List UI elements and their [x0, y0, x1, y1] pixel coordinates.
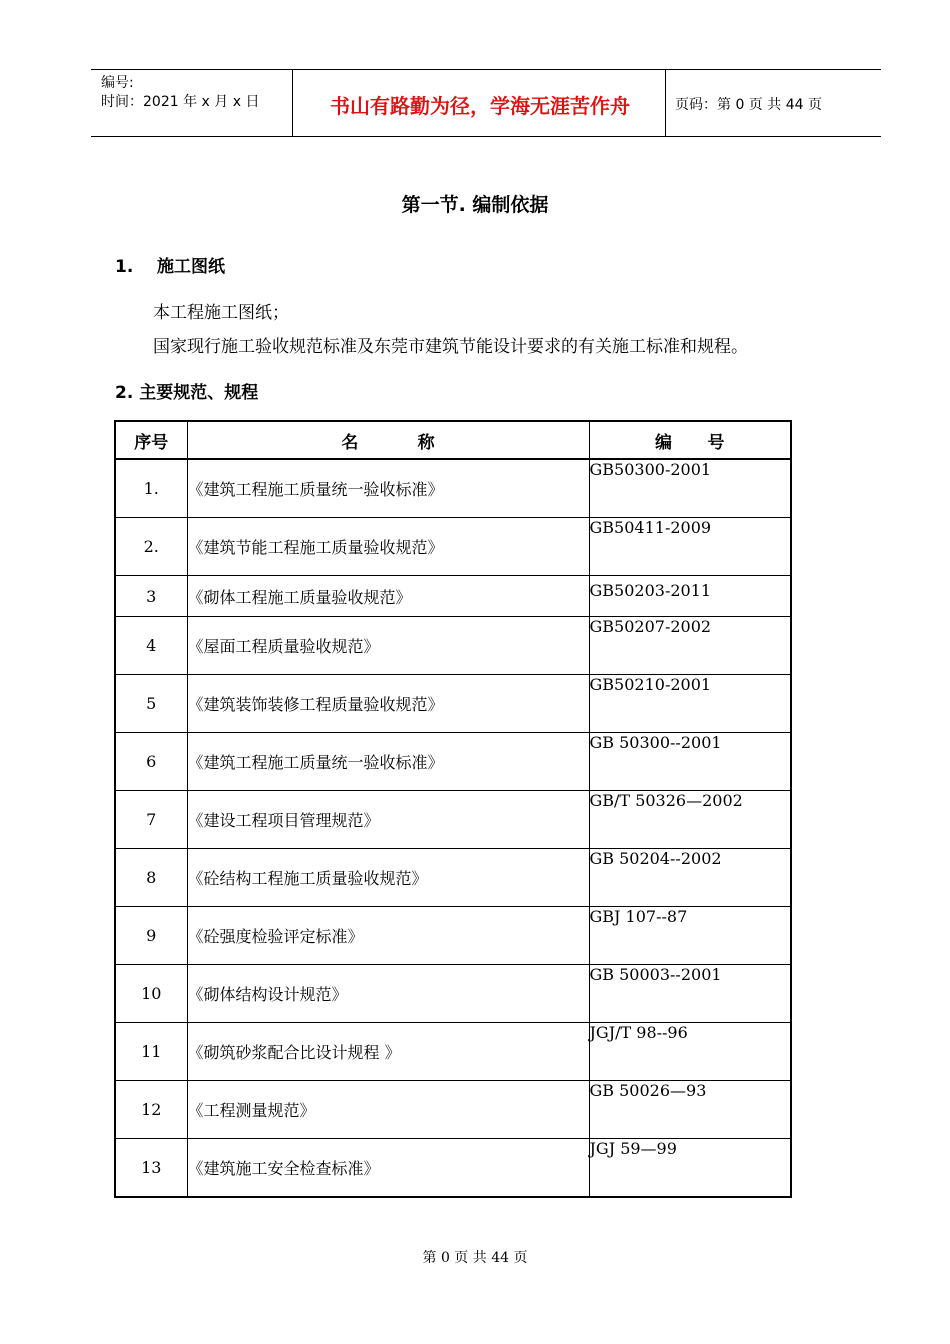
row-number: 9	[115, 907, 187, 965]
row-number: 8	[115, 849, 187, 907]
standard-name: 《砼强度检验评定标准》	[187, 907, 589, 965]
standard-code: GB50300-2001	[589, 459, 791, 518]
doc-number-label: 编号:	[101, 75, 134, 91]
standard-code: JGJ/T 98--96	[589, 1023, 791, 1081]
standard-code: GB50203-2011	[589, 576, 791, 617]
row-number: 3	[115, 576, 187, 617]
standard-code: GB50210-2001	[589, 675, 791, 733]
table-row	[115, 791, 791, 849]
column-header-no: 序号	[115, 421, 187, 459]
standard-code: GB 50026—93	[589, 1081, 791, 1139]
row-number: 13	[115, 1139, 187, 1198]
table-header-row	[115, 421, 791, 459]
row-number: 7	[115, 791, 187, 849]
table-row	[115, 965, 791, 1023]
standard-code: GB50207-2002	[589, 617, 791, 675]
column-header-name: 名 称	[187, 421, 589, 459]
table-row	[115, 907, 791, 965]
part2-heading: 2. 主要规范、规程	[115, 383, 259, 403]
standard-code: GB50411-2009	[589, 518, 791, 576]
row-number: 10	[115, 965, 187, 1023]
standard-name: 《建筑工程施工质量统一验收标准》	[187, 733, 589, 791]
standard-name: 《建筑工程施工质量统一验收标准》	[187, 459, 589, 518]
table-row	[115, 459, 791, 518]
doc-time: 时间：2021 年 x 月 x 日	[101, 94, 260, 110]
row-number: 11	[115, 1023, 187, 1081]
header-divider	[665, 70, 666, 136]
column-header-code: 编 号	[589, 421, 791, 459]
row-number: 5	[115, 675, 187, 733]
row-number: 2.	[115, 518, 187, 576]
table-row	[115, 518, 791, 576]
standard-code: GB 50300--2001	[589, 733, 791, 791]
header-meta	[101, 74, 259, 112]
table-row	[115, 1139, 791, 1198]
standard-code: JGJ 59—99	[589, 1139, 791, 1198]
row-number: 1.	[115, 459, 187, 518]
table-row	[115, 617, 791, 675]
standard-name: 《砌体工程施工质量验收规范》	[187, 576, 589, 617]
standard-code: GB 50003--2001	[589, 965, 791, 1023]
table-row	[115, 576, 791, 617]
row-number: 6	[115, 733, 187, 791]
table-row	[115, 849, 791, 907]
paragraph: 本工程施工图纸；	[153, 303, 289, 323]
table-row	[115, 675, 791, 733]
header-motto: 书山有路勤为径，学海无涯苦作舟	[330, 94, 630, 118]
header-divider	[292, 70, 293, 136]
table-row	[115, 733, 791, 791]
row-number: 12	[115, 1081, 187, 1139]
standard-code: GB 50204--2002	[589, 849, 791, 907]
page-footer: 第 0 页 共 44 页	[422, 1250, 528, 1266]
standard-name: 《砼结构工程施工质量验收规范》	[187, 849, 589, 907]
page-header	[91, 69, 881, 137]
standard-name: 《砌筑砂浆配合比设计规程 》	[187, 1023, 589, 1081]
standards-table	[114, 420, 792, 1198]
row-number: 4	[115, 617, 187, 675]
standard-name: 《建设工程项目管理规范》	[187, 791, 589, 849]
standard-name: 《建筑施工安全检查标准》	[187, 1139, 589, 1198]
standard-name: 《屋面工程质量验收规范》	[187, 617, 589, 675]
standard-code: GBJ 107--87	[589, 907, 791, 965]
standard-name: 《建筑装饰装修工程质量验收规范》	[187, 675, 589, 733]
paragraph: 国家现行施工验收规范标准及东莞市建筑节能设计要求的有关施工标准和规程。	[153, 337, 748, 357]
standard-name: 《砌体结构设计规范》	[187, 965, 589, 1023]
standard-name: 《建筑节能工程施工质量验收规范》	[187, 518, 589, 576]
header-page-info: 页码：第 0 页 共 44 页	[675, 97, 822, 113]
table-row	[115, 1081, 791, 1139]
section-title: 第一节. 编制依据	[401, 194, 549, 216]
part1-heading: 1. 施工图纸	[115, 257, 225, 277]
standard-code: GB/T 50326—2002	[589, 791, 791, 849]
table-row	[115, 1023, 791, 1081]
standard-name: 《工程测量规范》	[187, 1081, 589, 1139]
